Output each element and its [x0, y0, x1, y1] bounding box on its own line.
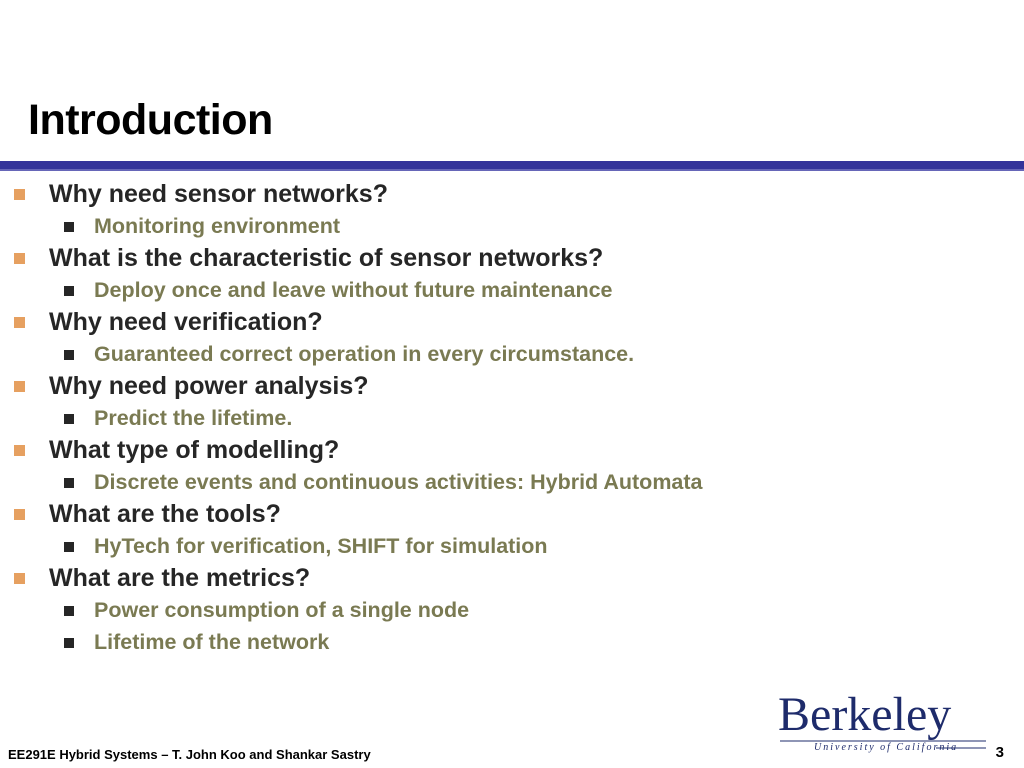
bullet-item [0, 498, 1024, 530]
sub-bullet-item [0, 626, 1024, 658]
square-sub-bullet-icon [64, 350, 74, 360]
bullet-text: What type of modelling? [49, 436, 340, 464]
square-bullet-icon [14, 573, 25, 584]
square-bullet-icon [14, 381, 25, 392]
sub-bullet-text: HyTech for verification, SHIFT for simulation [94, 534, 548, 558]
bullet-text: Why need sensor networks? [49, 180, 388, 208]
bullet-text: Why need verification? [49, 308, 323, 336]
logo-subtitle: University of California [814, 742, 959, 753]
sub-bullet-text: Discrete events and continuous activities: Hybrid Automata [94, 470, 703, 494]
sub-bullet-item [0, 338, 1024, 370]
sub-bullet-text: Deploy once and leave without future maintenance [94, 278, 613, 302]
logo-wordmark: Berkeley [778, 688, 952, 741]
title-divider-shadow [0, 169, 1024, 171]
square-sub-bullet-icon [64, 286, 74, 296]
square-sub-bullet-icon [64, 606, 74, 616]
bullet-text: What is the characteristic of sensor networks? [49, 244, 604, 272]
sub-bullet-item [0, 594, 1024, 626]
bullet-item [0, 306, 1024, 338]
square-sub-bullet-icon [64, 478, 74, 488]
bullet-item [0, 370, 1024, 402]
sub-bullet-text: Power consumption of a single node [94, 598, 470, 622]
sub-bullet-item [0, 402, 1024, 434]
page-number: 3 [995, 744, 1004, 761]
bullet-list [0, 178, 1024, 658]
footer-course-info: EE291E Hybrid Systems – T. John Koo and Shankar Sastry [8, 747, 371, 762]
sub-bullet-item [0, 210, 1024, 242]
sub-bullet-item [0, 466, 1024, 498]
square-sub-bullet-icon [64, 542, 74, 552]
sub-bullet-text: Guaranteed correct operation in every circumstance. [94, 342, 635, 366]
title-divider [0, 161, 1024, 169]
bullet-text: Why need power analysis? [49, 372, 369, 400]
square-sub-bullet-icon [64, 222, 74, 232]
bullet-text: What are the metrics? [49, 564, 311, 592]
sub-bullet-text: Predict the lifetime. [94, 406, 293, 430]
sub-bullet-text: Lifetime of the network [94, 630, 330, 654]
square-sub-bullet-icon [64, 414, 74, 424]
bullet-text: What are the tools? [49, 500, 281, 528]
bullet-item [0, 434, 1024, 466]
berkeley-logo [776, 686, 996, 756]
square-bullet-icon [14, 509, 25, 520]
bullet-item [0, 242, 1024, 274]
slide-title: Introduction [28, 96, 273, 144]
square-bullet-icon [14, 317, 25, 328]
bullet-item [0, 562, 1024, 594]
square-bullet-icon [14, 445, 25, 456]
sub-bullet-item [0, 274, 1024, 306]
sub-bullet-text: Monitoring environment [94, 214, 341, 238]
square-bullet-icon [14, 253, 25, 264]
square-sub-bullet-icon [64, 638, 74, 648]
sub-bullet-item [0, 530, 1024, 562]
square-bullet-icon [14, 189, 25, 200]
bullet-item [0, 178, 1024, 210]
